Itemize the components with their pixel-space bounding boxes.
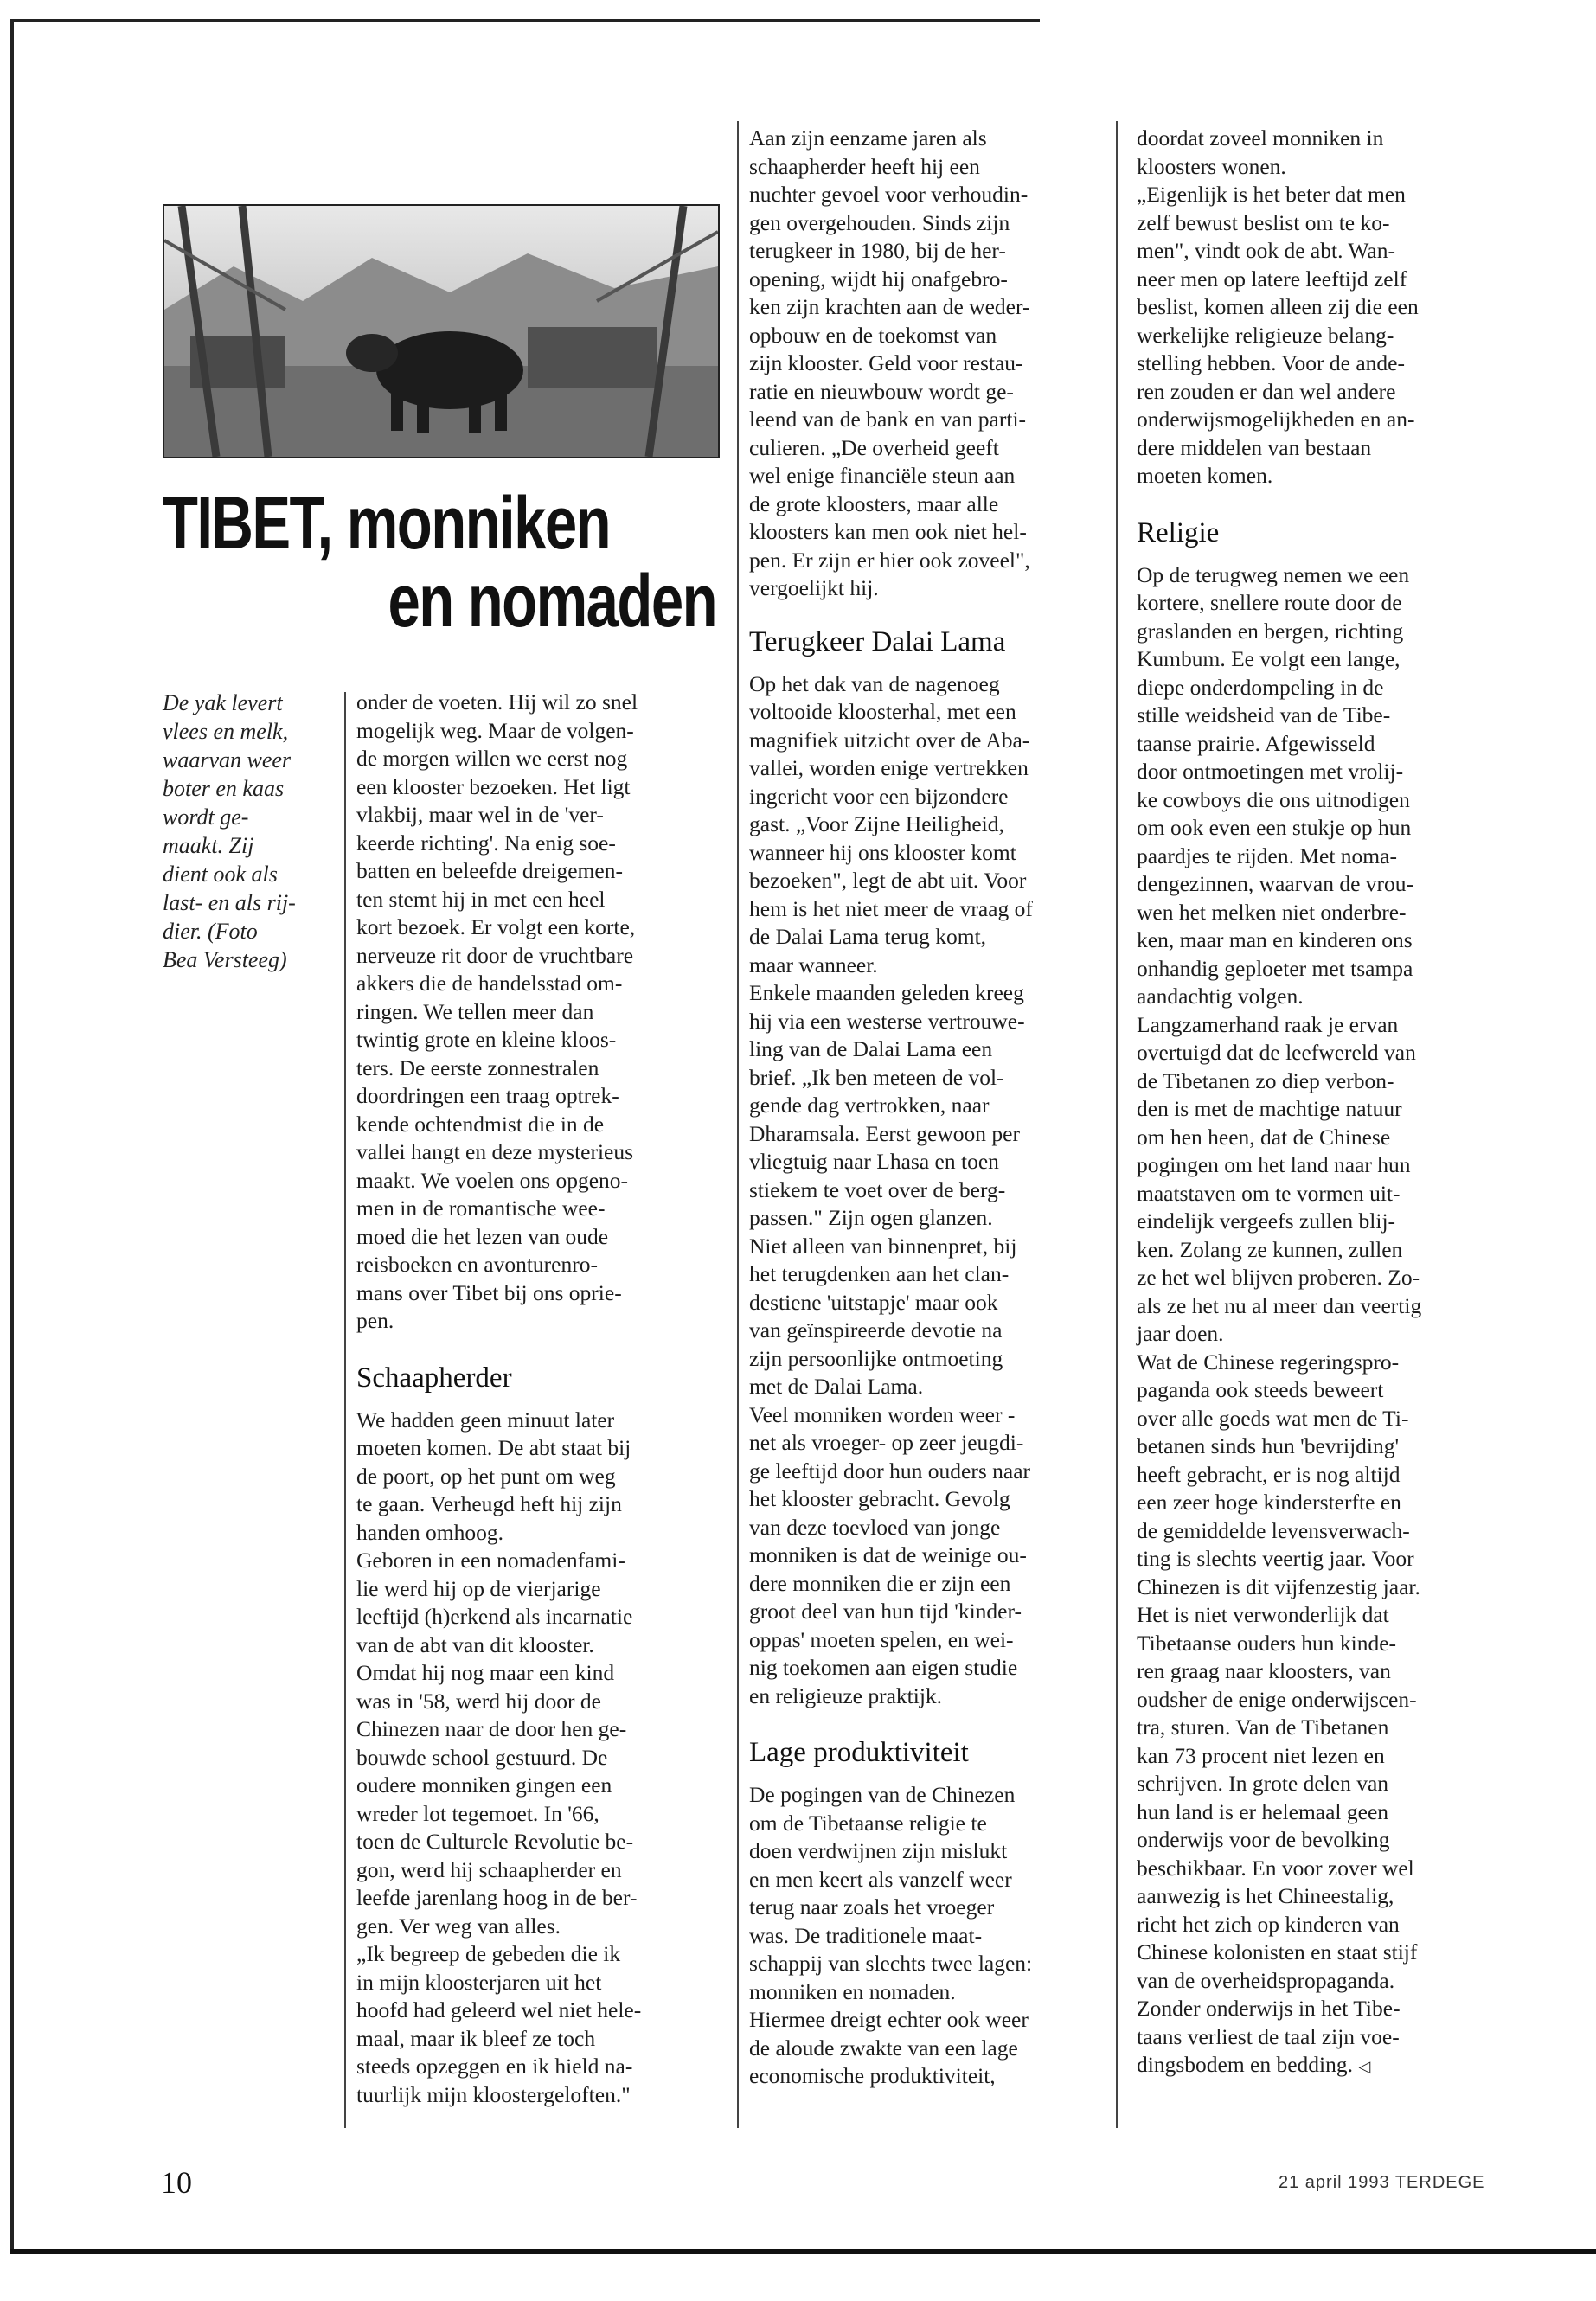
article-column-3 (1137, 125, 1500, 2081)
column-2-intro: Aan zijn eenzame jaren als schaapherder heeft hij een nuchter gevoel voor verhoudin- gen overgehouden. Sinds zijn terugkeer in 1980, bij de her- opening, wijdt hij onafgebro- ken zijn krachten aan de weder- opbouw en de toekomst van zijn klooster. Geld voor restau- ratie en nieuwbouw wordt ge- leend van de bank en van parti- culieren. „De overheid geeft wel enige financiële steun aan de grote kloosters, maar alle kloosters kan men ook niet hel- pen. Er zijn er hier ook zoveel", vergoelijkt hij. (749, 125, 1030, 600)
yak-photo-illustration (164, 206, 718, 457)
column-rule-3 (1116, 121, 1118, 2128)
photo-caption-text: De yak levert vlees en melk, waarvan weer boter en kaas wordt ge- maakt. Zij dient ook als last- en als rij- dier. (Foto Bea Versteeg) (163, 690, 296, 972)
column-3-body: Op de terugweg nemen we een kortere, snellere route door de graslanden en bergen, richting Kumbum. Ee volgt een lange, diepe onderdompeling in de stille weidsheid van de Tibe- taanse prairie. Afgewisseld door ontmoetingen met vrolij- ke cowboys die ons uitnodigen om ook even een stukje op hun paardjes te rijden. Met noma- dengezinnen, waarvan de vrou- wen het melken niet onderbre- ken, maar man en kinderen ons onhandig geploeter met tsampa aandachtig volgen. Langzamerhand raak je ervan overtuigd dat de leefwereld van de Tibetanen zo diep verbon- den is met de machtige natuur om hen heen, dat de Chinese pogingen om het land naar hun maatstaven om te vormen uit- eindelijk vergeefs zullen blij- ken. Zolang ze kunnen, zullen ze het wel blijven proberen. Zo- als ze het nu al meer dan veertig jaar doen. Wat de Chinese regeringspro- paganda ook steeds beweert over alle goeds wat men de Ti- betanen sinds hun 'bevrijding' heeft gebracht, er is nog altijd een zeer hoge kindersterfte en de gemiddelde levensverwach- ting is slechts veertig jaar. Voor Chinezen is dit vijfenzestig jaar. Het is niet verwonderlijk dat Tibetaanse ouders hun kinde- ren graag naar kloosters, van oudsher de enige onderwijscen- tra, sturen. Van de Tibetanen kan 73 procent niet lezen en schrijven. In grote delen van hun land is er helemaal geen onderwijs voor de bevolking beschikbaar. En voor zover wel aanwezig is het Chineestalig, richt het zich op kinderen van Chinese kolonisten en staat stijf van de overheidspropaganda. Zonder onderwijs in het Tibe- taans verliest de taal zijn voe- dingsbodem en bedding. (1137, 561, 1422, 2077)
end-mark-icon: ◁ (1358, 2058, 1371, 2075)
heading-religie: Religie (1137, 516, 1220, 548)
page-border-bottom (10, 2249, 1596, 2254)
heading-schaapherder: Schaapherder (356, 1362, 512, 1394)
page-border-left (10, 19, 14, 2251)
column-rule-1 (344, 692, 346, 2128)
headline-line-2: en nomaden (388, 560, 716, 643)
article-column-2 (749, 125, 1108, 2091)
page-number: 10 (161, 2165, 192, 2200)
yak-photo (163, 204, 720, 458)
column-1-body: We hadden geen minuut later moeten komen. De abt staat bij de poort, op het punt om weg te gaan. Verheugd heft hij zijn handen omhoog. Geboren in een nomadenfami- lie werd hij op de vierjarige leeftijd (h)erkend als incarnatie van de abt van dit klooster. Omdat hij nog maar een kind was in '58, werd hij door de Chinezen naar de door hen ge- bouwde school gestuurd. De oudere monniken gingen een wreder lot tegemoet. In '66, toen de Culturele Revolutie be- gon, werd hij schaapherder en leefde jarenlang hoog in de ber- gen. Ver weg van alles. „Ik begreep de gebeden die ik in mijn kloosterjaren uit het hoofd had geleerd wel niet hele- maal, maar ik bleef ze toch steeds opzeggen en ik hield na- tuurlijk mijn kloostergeloften." (356, 1407, 642, 2107)
column-rule-2 (737, 121, 739, 2128)
headline-line-1: TIBET, monniken (163, 482, 611, 565)
article-column-1 (356, 689, 724, 2109)
heading-terugkeer-dalai-lama: Terugkeer Dalai Lama (749, 625, 1006, 657)
column-1-intro: onder de voeten. Hij wil zo snel mogelijk weg. Maar de volgen- de morgen willen we eerst nog een klooster bezoeken. Het ligt vlakbij, maar wel in de 'ver- keerde richting'. Na enig soe- batten en beleefde dreigemen- ten stemt hij in met een heel kort bezoek. Er volgt een korte, nerveuze rit door de vruchtbare akkers die de handelsstad om- ringen. We tellen meer dan twintig grote en kleine kloos- ters. De eerste zonnestralen doordringen een traag optrek- kende ochtendmist die in de vallei hangt en deze mysterieus maakt. We voelen ons opgeno- men in de romantische wee- moed die het lezen van oude reisboeken en avonturenro- mans over Tibet bij ons oprie- pen. (356, 689, 638, 1333)
page-border-top (10, 19, 1040, 22)
headline (163, 482, 716, 643)
heading-lage-produktiviteit: Lage produktiviteit (749, 1737, 969, 1768)
photo-caption (163, 689, 327, 974)
column-2-body-2: De pogingen van de Chinezen om de Tibetaanse religie te doen verdwijnen zijn mislukt en men keert als vanzelf weer terug naar zoals het vroeger was. De traditionele maat- schappij van slechts twee lagen: monniken en nomaden. Hiermee dreigt echter ook weer de aloude zwakte van een lage economische produktiviteit, (749, 1782, 1033, 2088)
footer-date-publication: 21 april 1993 TERDEGE (1279, 2173, 1485, 2192)
column-3-intro: doordat zoveel monniken in kloosters wonen. „Eigenlijk is het beter dat men zelf bewust beslist om te ko- men", vindt ook de abt. Wan- neer men op latere leeftijd zelf beslist, komen alleen zij die een werkelijke religieuze belang- stelling hebben. Voor de ande- ren zouden er dan wel andere onderwijsmogelijkheden en an- dere middelen van bestaan moeten komen. (1137, 125, 1419, 488)
column-2-body-1: Op het dak van de nagenoeg voltooide kloosterhal, met een magnifiek uitzicht over de Aba- vallei, worden enige vertrekken ingericht voor een bijzondere gast. „Voor Zijne Heiligheid, wanneer hij ons klooster komt bezoeken", legt de abt uit. Voor hem is het niet meer de vraag of de Dalai Lama terug komt, maar wanneer. Enkele maanden geleden kreeg hij via een westerse vertrouwe- ling van de Dalai Lama een brief. „Ik ben meteen de vol- gende dag vertrokken, naar Dharamsala. Eerst gewoon per vliegtuig naar Lhasa en toen stiekem te voet over de berg- passen." Zijn ogen glanzen. Niet alleen van binnenpret, bij het terugdenken aan het clan- destiene 'uitstapje' maar ook van geïnspireerde devotie na zijn persoonlijke ontmoeting met de Dalai Lama. Veel monniken worden weer - net als vroeger- op zeer jeugdi- ge leeftijd door hun ouders naar het klooster gebracht. Gevolg van deze toevloed van jonge monniken is dat de weinige ou- dere monniken die er zijn een groot deel van hun tijd 'kinder- oppas' moeten spelen, en wei- nig toekomen aan eigen studie en religieuze praktijk. (749, 670, 1033, 1708)
